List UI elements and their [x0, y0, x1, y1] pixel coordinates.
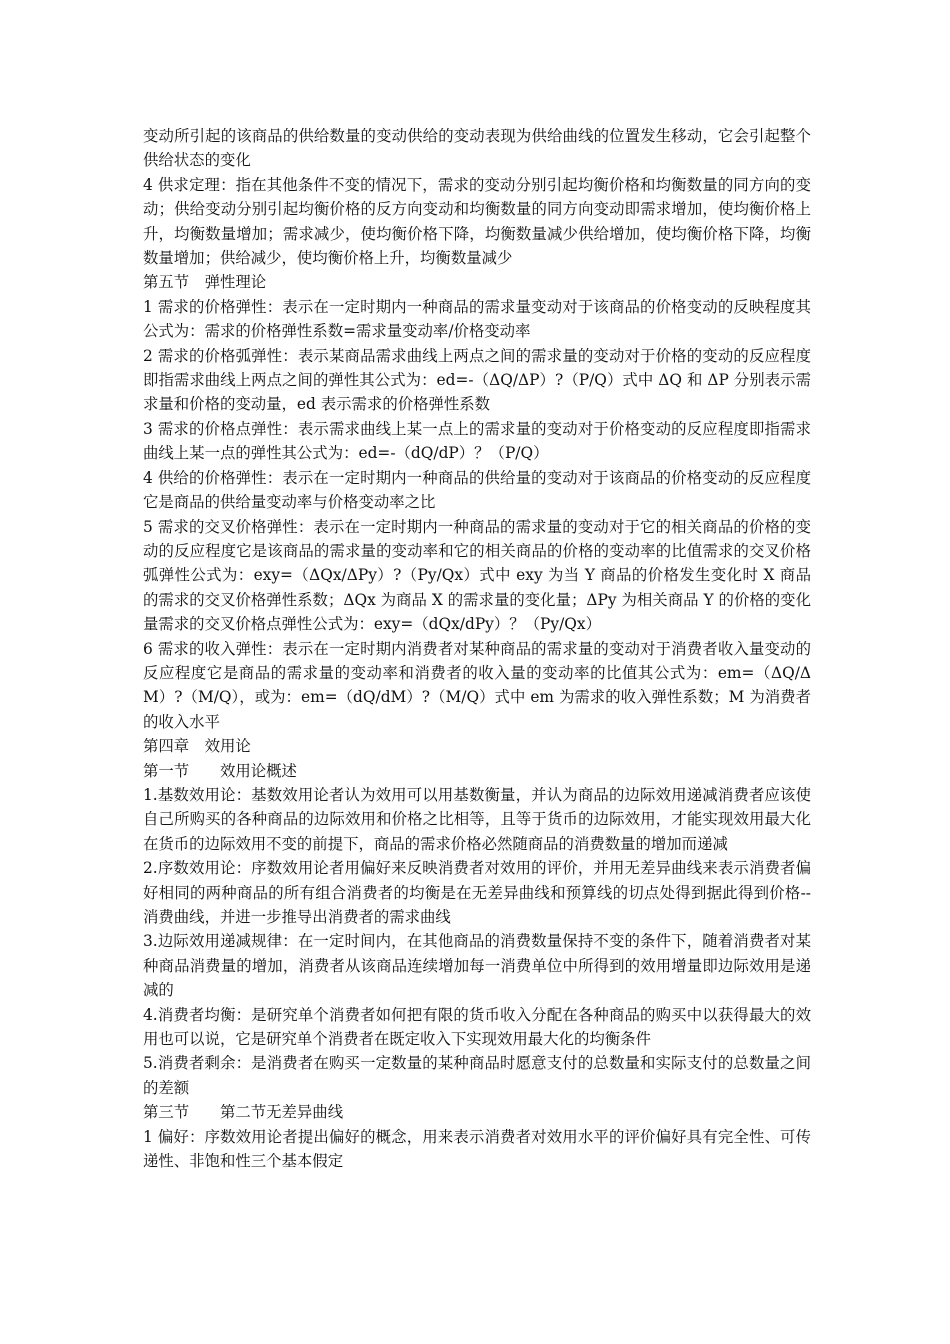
paragraph-consumer-surplus: 5.消费者剩余：是消费者在购买一定数量的某种商品时愿意支付的总数量和实际支付的总数量之间的差额	[143, 1054, 811, 1097]
paragraph-diminishing-marginal-utility: 3.边际效用递减规律：在一定时间内，在其他商品的消费数量保持不变的条件下，随着消费者对某种商品消费量的增加，消费者从该商品连续增加每一消费单位中所得到的效用增量即边际效用是递减的	[143, 932, 811, 1000]
chapter-heading-utility: 第四章 效用论	[143, 737, 251, 756]
paragraph-supply-demand-theorem: 4 供求定理：指在其他条件不变的情况下，需求的变动分别引起均衡价格和均衡数量的同方向的变动；供给变动分别引起均衡价格的反方向变动和均衡数量的同方向变动即需求增加，使均衡价格上升，均衡数量增加；需求减少，使均衡价格下降，均衡数量减少供给增加，使均衡价格下降，均衡数量增加；供给减少，使均衡价格上升，均衡数量减少	[143, 175, 811, 268]
paragraph-preference: 1 偏好：序数效用论者提出偏好的概念，用来表示消费者对效用水平的评价偏好具有完全性、可传递性、非饱和性三个基本假定	[143, 1127, 811, 1171]
paragraph-supply-elasticity: 4 供给的价格弹性：表示在一定时期内一种商品的供给量的变动对于该商品的价格变动的反应程度它是商品的供给量变动率与价格变动率之比	[143, 468, 811, 512]
paragraph-consumer-equilibrium: 4.消费者均衡：是研究单个消费者如何把有限的货币收入分配在各种商品的购买中以获得最大的效用也可以说，它是研究单个消费者在既定收入下实现效用最大化的均衡条件	[143, 1005, 811, 1049]
paragraph-supply-shift: 变动所引起的该商品的供给数量的变动供给的变动表现为供给曲线的位置发生移动，它会引起整个供给状态的变化	[143, 127, 811, 170]
paragraph-price-elasticity: 1 需求的价格弹性：表示在一定时期内一种商品的需求量变动对于该商品的价格变动的反映程度其公式为：需求的价格弹性系数=需求量变动率/价格变动率	[143, 297, 811, 341]
section-heading-elasticity: 第五节 弹性理论	[143, 273, 267, 292]
section-heading-utility-overview: 第一节 效用论概述	[143, 761, 297, 780]
paragraph-ordinal-utility: 2.序数效用论：序数效用论者用偏好来反映消费者对效用的评价，并用无差异曲线来表示消费者偏好相同的两种商品的所有组合消费者的均衡是在无差异曲线和预算线的切点处得到据此得到价格--消费曲线，并进一步推导出消费者的需求曲线	[143, 859, 811, 926]
document-body	[143, 124, 811, 1173]
paragraph-income-elasticity: 6 需求的收入弹性：表示在一定时期内消费者对某种商品的需求量的变动对于消费者收入量变动的反应程度它是商品的需求量的变动率和消费者的收入量的变动率的比值其公式为：em=（ΔQ/ΔM）?（M/Q），或为：em=（dQ/dM）?（M/Q）式中 em 为需求的收入弹性系数；M 为消费者的收入水平	[143, 639, 811, 731]
paragraph-cardinal-utility: 1.基数效用论：基数效用论者认为效用可以用基数衡量，并认为商品的边际效用递减消费者应该使自己所购买的各种商品的边际效用和价格之比相等，且等于货币的边际效用，才能实现效用最大化在货币的边际效用不变的前提下，商品的需求价格必然随商品的消费数量的增加而递减	[143, 785, 811, 853]
paragraph-cross-elasticity: 5 需求的交叉价格弹性：表示在一定时期内一种商品的需求量的变动对于它的相关商品的价格的变动的反应程度它是该商品的需求量的变动率和它的相关商品的价格的变动率的比值需求的交叉价格弧弹性公式为：exy=（ΔQx/ΔPy）?（Py/Qx）式中 exy 为当 Y 商品的价格发生变化时 X 商品的需求的交叉价格弹性系数；ΔQx 为商品 X 的需求量的变化量；ΔPy 为相关商品 Y 的价格的变化量需求的交叉价格点弹性公式为：exy=（dQx/dPy）？（Py/Qx）	[143, 517, 811, 634]
paragraph-point-elasticity: 3 需求的价格点弹性：表示需求曲线上某一点上的需求量的变动对于价格变动的反应程度即指需求曲线上某一点的弹性其公式为：ed=-（dQ/dP）？（P/Q）	[143, 419, 811, 463]
section-heading-indifference-curve: 第三节 第二节无差异曲线	[143, 1103, 344, 1122]
paragraph-arc-elasticity: 2 需求的价格弧弹性：表示某商品需求曲线上两点之间的需求量的变动对于价格的变动的反应程度即指需求曲线上两点之间的弹性其公式为：ed=-（ΔQ/ΔP）?（P/Q）式中 ΔQ 和 ΔP 分别表示需求量和价格的变动量，ed 表示需求的价格弹性系数	[143, 346, 811, 414]
